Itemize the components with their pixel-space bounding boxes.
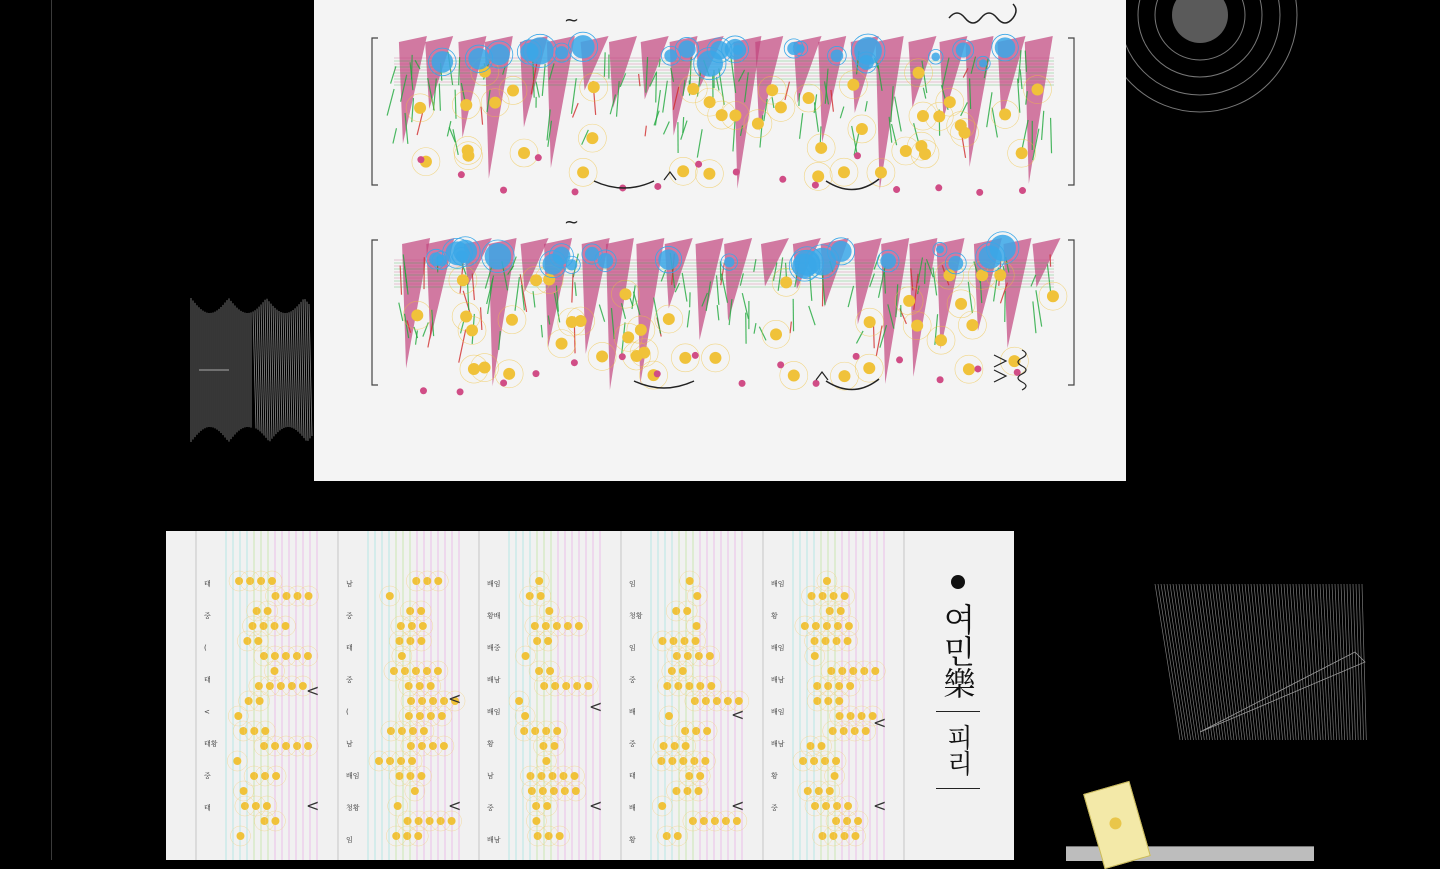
concentric-circles-graphic: [1100, 0, 1320, 120]
score-label: 임: [629, 579, 636, 588]
svg-text:<: <: [731, 796, 744, 815]
svg-text:<: <: [448, 796, 461, 815]
score-label: 청황: [346, 803, 360, 812]
score-label: 황: [629, 835, 636, 844]
score-label: 중: [629, 739, 636, 748]
score-label: 중: [629, 675, 636, 684]
score-label: 황배: [487, 611, 501, 620]
score-label: 중: [346, 675, 353, 684]
score-label: 배남: [487, 675, 501, 684]
svg-text:<: <: [873, 713, 886, 732]
title-rule-bottom: [936, 788, 980, 789]
score-label: <: [204, 708, 210, 716]
score-label: 중: [204, 611, 211, 620]
score-label: 배임: [487, 707, 501, 716]
score-label: 태: [204, 579, 211, 588]
top-score-poster: [314, 0, 1126, 481]
score-label: 배임: [346, 771, 360, 780]
score-label: 배: [629, 803, 636, 812]
score-label: 남: [346, 739, 353, 748]
score-label: 배임: [771, 643, 785, 652]
score-label: 중: [346, 611, 353, 620]
svg-text:<: <: [448, 689, 461, 708]
score-label: 태: [204, 675, 211, 684]
score-label: 태: [346, 643, 353, 652]
score-label: 임: [629, 643, 636, 652]
score-label: 태황: [204, 739, 218, 748]
title-main: 여민樂: [939, 603, 977, 699]
score-visualization: [314, 0, 1126, 481]
score-label: 배중: [487, 643, 501, 652]
score-label: 배: [629, 707, 636, 716]
score-label: 중: [487, 803, 494, 812]
svg-text:<: <: [731, 705, 744, 724]
score-label: 임: [346, 835, 353, 844]
title-block: [930, 575, 985, 825]
score-label: 배임: [487, 579, 501, 588]
svg-text:<: <: [589, 697, 602, 716]
bottom-score-poster: [166, 531, 1014, 860]
score-label: 태: [204, 803, 211, 812]
title-rule: [936, 711, 980, 712]
title-sub: 피리: [943, 724, 973, 776]
left-line-artwork: [189, 298, 314, 442]
score-label: 황: [487, 739, 494, 748]
svg-text:~: ~: [564, 212, 579, 233]
score-label: 배임: [771, 707, 785, 716]
left-divider-line: [51, 0, 52, 860]
svg-text:<: <: [306, 796, 319, 815]
score-label: 황: [771, 611, 778, 620]
score-label: 남: [346, 579, 353, 588]
score-columns: [166, 531, 1014, 860]
score-label: 배남: [771, 675, 785, 684]
score-label: 황: [771, 771, 778, 780]
score-label: 배임: [771, 579, 785, 588]
right-line-artwork: [1150, 582, 1375, 742]
svg-text:~: ~: [564, 10, 579, 31]
svg-text:<: <: [306, 681, 319, 700]
svg-text:<: <: [873, 796, 886, 815]
score-label: (: [346, 708, 349, 716]
svg-text:<: <: [589, 796, 602, 815]
score-label: 중: [771, 803, 778, 812]
score-label: 청황: [629, 611, 643, 620]
score-label: 배남: [487, 835, 501, 844]
score-label: (: [204, 644, 207, 652]
score-label: 중: [204, 771, 211, 780]
score-label: 배남: [771, 739, 785, 748]
score-label: 태: [629, 771, 636, 780]
score-label: 남: [487, 771, 494, 780]
title-bullet: [951, 575, 965, 589]
